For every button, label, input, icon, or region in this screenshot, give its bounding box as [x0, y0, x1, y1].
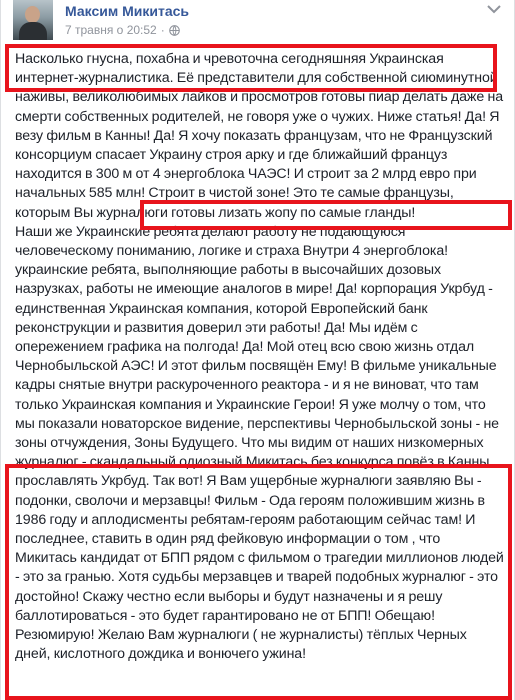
- post-timestamp[interactable]: 7 травня о 20:52: [65, 23, 157, 37]
- globe-icon[interactable]: [169, 25, 180, 36]
- avatar-head: [25, 6, 40, 23]
- avatar[interactable]: [13, 0, 53, 40]
- meta-separator: ·: [160, 23, 165, 37]
- author-name[interactable]: Максим Микитась: [65, 3, 189, 19]
- chevron-down-icon[interactable]: [487, 4, 501, 14]
- post-paragraph-1: Насколько гнусна, похабна и чревоточна сегодняшняя Украинская интернет-журналистика. Её представители для собственной сиюминутной наживы, великолюбимых лайков и просмотров готовы пиар делать даже на смерти собственных родителей, не говоря уже о чужих. Ниже статья! Да! Я везу фильм в Канны! Да! Я хочу показать французам, что не Французский консорциум спасает Украину строя арку и где ближайший француз находится в 300 м от 4 энергоблока ЧАЭС! И строит за 2 млрд евро при начальных 585 млн! Строит в чистой зоне! Это те самые французы, которым Вы журналюги готовы лизать жопу по самые гланды!: [15, 51, 503, 221]
- post-body: [15, 50, 505, 665]
- post-meta: [65, 23, 180, 37]
- post-paragraph-2: Наши же Украинские ребята делают работу не подающуюся человеческому пониманию, логике и страха Внутри 4 энергоблока! украинские ребята, выполняющие работы в высочайших дозовых назрузках, работы не имеющие аналогов в мире! Да! корпорация Укрбуд - единственная Украинская компания, которой Европейский банк реконструкции и развития доверил эти работы! Да! Мы идём с опережением графика на полгода! Да! Мой отец всю свою жизнь отдал Чернобыльской АЭС! И этот фильм посвящён Ему! В фильме уникальные кадры снятые внутри раскуроченного реактора - и я не виноват, что там только Украинская компания и Украинские Герои! Я уже молчу о том, что мы показали новаторское видение, перспективы Чернобыльской зоны - не зоны отчуждения, Зоны Будущего. Что мы видим от наших низкомерных журналюг - скандальный одиозный Микитась без конкурса повёз в Канны прославлять Укрбуд. Так вот! Я Вам ущербные журналюги заявляю Вы - подонки, сволочи и мерзавцы! Фильм - Ода героям положившим жизнь в 1986 году и аплодисменты ребятам-героям работающим сейчас там! И последнее, ставить в один ряд фейковую информации о том , что Микитась кандидат от БПП рядом с фильмом о трагедии миллионов людей - это за гранью. Хотя судьбы мерзавцев и тварей подобных журналюг - это достойно! Скажу честно если выборы и будут назначены и я решу баллотироваться - это будет гарантировано не от БПП! Обещаю! Резюмирую! Желаю Вам журналюги ( не журналисты) тёплых Черных дней, кислотного дождика и вонючего ужина!: [15, 223, 504, 663]
- post-header: [13, 0, 503, 44]
- avatar-body: [19, 22, 47, 40]
